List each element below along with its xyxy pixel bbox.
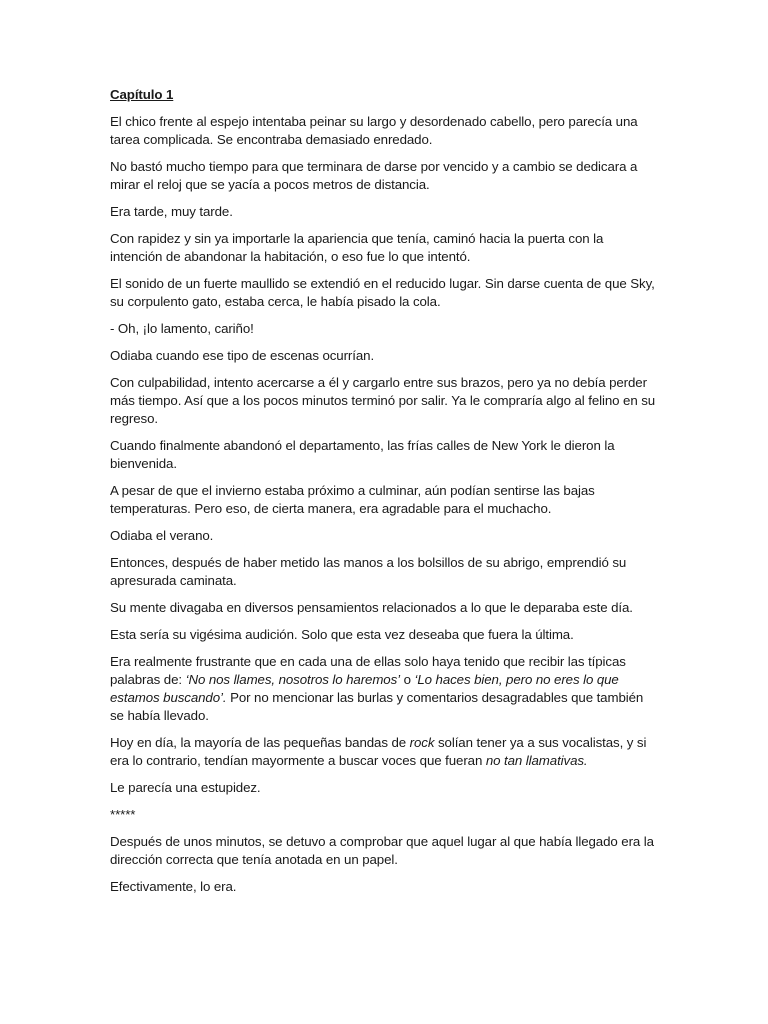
paragraph [110, 158, 658, 194]
italic-text: no tan llamativas. [485, 753, 588, 768]
chapter-title: Capítulo 1 [110, 87, 174, 102]
paragraph [110, 203, 658, 221]
text-run: Entonces, después de haber metido las manos a los bolsillos de su abrigo, emprendió su apresurada caminata. [110, 555, 627, 588]
paragraph [110, 347, 658, 365]
paragraph [110, 437, 658, 473]
text-run: solían tener ya a sus vocalistas, y si era lo contrario, tendían mayormente a buscar voces que fueran [110, 735, 647, 768]
text-run: ***** [110, 807, 136, 822]
paragraph [110, 320, 658, 338]
paragraph [110, 482, 658, 518]
paragraph [110, 599, 658, 617]
paragraph [110, 653, 658, 725]
text-run: Era realmente frustrante que en cada una de ellas solo haya tenido que recibir las típicas palabras de: [110, 654, 626, 687]
paragraph [110, 554, 658, 590]
text-run: Hoy en día, la mayoría de las pequeñas bandas de [110, 735, 410, 750]
paragraph [110, 527, 658, 545]
text-run: Esta sería su vigésima audición. Solo que esta vez deseaba que fuera la última. [110, 627, 574, 642]
paragraph [110, 806, 658, 824]
text-run: Le parecía una estupidez. [110, 780, 261, 795]
text-run: El chico frente al espejo intentaba peinar su largo y desordenado cabello, pero parecía una tarea complicada. Se encontraba demasiado enredado. [110, 114, 638, 147]
paragraph [110, 734, 658, 770]
paragraph [110, 779, 658, 797]
text-run: No bastó mucho tiempo para que terminara de darse por vencido y a cambio se dedicara a mirar el reloj que se yacía a pocos metros de distancia. [110, 159, 638, 192]
text-run: Por no mencionar las burlas y comentarios desagradables que también se había llevado. [110, 690, 644, 723]
text-run: - Oh, ¡lo lamento, cariño! [110, 321, 254, 336]
text-run: Con culpabilidad, intento acercarse a él y cargarlo entre sus brazos, pero ya no debía perder más tiempo. Así que a los pocos minutos terminó por salir. Ya le compraría algo al felino en su regreso. [110, 375, 656, 426]
text-run: Después de unos minutos, se detuvo a comprobar que aquel lugar al que había llegado era la dirección correcta que tenía anotada en un papel. [110, 834, 654, 867]
italic-text: ‘Lo haces bien, pero no eres lo que estamos buscando’. [110, 672, 619, 705]
italic-text: rock [409, 735, 435, 750]
italic-text: ‘No nos llames, nosotros lo haremos’ [185, 672, 401, 687]
text-run: A pesar de que el invierno estaba próximo a culminar, aún podían sentirse las bajas temperaturas. Pero eso, de cierta manera, era agradable para el muchacho. [110, 483, 595, 516]
text-run: Cuando finalmente abandonó el departamento, las frías calles de New York le dieron la bienvenida. [110, 438, 615, 471]
paragraph [110, 113, 658, 149]
text-run: Efectivamente, lo era. [110, 879, 237, 894]
text-run: Con rapidez y sin ya importarle la apariencia que tenía, caminó hacia la puerta con la intención de abandonar la habitación, o eso fue lo que intentó. [110, 231, 604, 264]
paragraph [110, 275, 658, 311]
text-run: El sonido de un fuerte maullido se extendió en el reducido lugar. Sin darse cuenta de que Sky, su corpulento gato, estaba cerca, le había pisado la cola. [110, 276, 655, 309]
text-run: Era tarde, muy tarde. [110, 204, 233, 219]
text-run: Odiaba cuando ese tipo de escenas ocurrían. [110, 348, 375, 363]
document-body [110, 113, 658, 896]
paragraph [110, 833, 658, 869]
text-run: Odiaba el verano. [110, 528, 214, 543]
text-run: Su mente divagaba en diversos pensamientos relacionados a lo que le deparaba este día. [110, 600, 633, 615]
paragraph [110, 626, 658, 644]
paragraph [110, 374, 658, 428]
text-run: o [400, 672, 415, 687]
paragraph [110, 878, 658, 896]
paragraph [110, 230, 658, 266]
